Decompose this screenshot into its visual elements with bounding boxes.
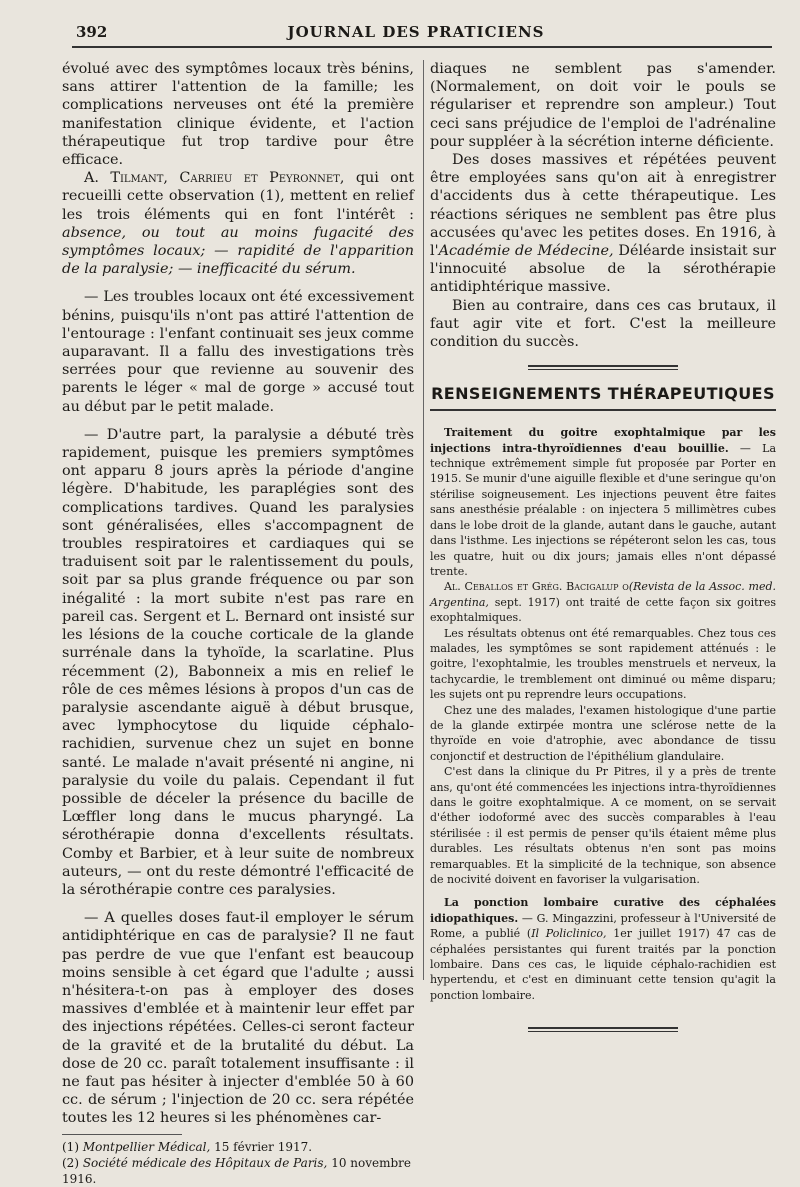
- footnote-2: (2) Société médicale des Hôpitaux de Paris, 10 novembre 1916.: [62, 1155, 412, 1186]
- footnote-1: (1) Montpellier Médical, 15 février 1917.: [62, 1139, 313, 1154]
- author-names: A. Tilmant, Carrieu et Peyronnet,: [84, 170, 345, 187]
- page-number: 392: [76, 23, 108, 41]
- paragraph-text: qui ont recueilli cette observation (1), mettent en relief les trois éléments qui en font l'intérêt :: [62, 170, 414, 223]
- article-goitre: Traitement du goitre exophtalmique par les injections intra-thyroïdiennes d'eau bouillie. — La technique extrêmement simple fut proposée par Porter en 1915. Se munir d'une aiguille flexible et d'une seringue qu'on stérilise soigneusement. Les injections peuvent être faites sans anesthésie préalable : on injectera 5 millimètres cubes dans le lobe droit de la glande, autant dans le gauche, autant dans l'isthme. Les injections se répéteront selon les cas, tous les quatre, huit ou dix jours; jamais elles n'ont dépassé trente.: [430, 426, 776, 578]
- paragraph-local-troubles: — Les troubles locaux ont été excessivement bénins, puisqu'ils n'ont pas attiré l'attention de l'entourage : l'enfant continuait ses jeux comme auparavant. Il a fallu des investigations très serrées pour que revienne au souvenir des parents le léger « mal de gorge » accusé tout au début par le petit malade.: [62, 289, 414, 415]
- article-goitre-histology: Chez une des malades, l'examen histologique d'une partie de la glande extirpée montra une sclérose nette de la thyroïde en voie d'atrophie, avec abondance de tissu conjonctif et destruction de l'épithélium glandulaire.: [430, 703, 776, 763]
- paragraph-massive-doses: Des doses massives et répétées peuvent être employées sans qu'on ait à enregistrer d'accidents dus à cette thérapeutique. Les réactions sériques ne semblent pas être plus accusées qu'avec les petites doses. En 1916, à l'Académie de Médecine, Déléarde insistait sur l'innocuité absolue de la sérothérapie antidiphtérique massive.: [430, 152, 777, 296]
- paragraph-continuation-right: diaques ne semblent pas s'amender. (Normalement, on doit voir le pouls se régulariser et reprendre son ampleur.) Tout ceci sans préjudice de l'emploi de l'adrénaline pour suppléer à la sécrétion interne déficiente.: [430, 61, 776, 150]
- article-goitre-authors: Al. Ceballos et Grég. Bacigalup o(Revista de la Assoc. med. Argentina, sept. 1917) ont traité de cette façon six goitres exophtalmiques.: [430, 580, 776, 625]
- paragraph-serum-dose: — A quelles doses faut-il employer le sérum antidiphtérique en cas de paralysie? Il ne faut pas perdre de vue que l'enfant est beaucoup moins sensible à cet égard que l'adulte ; aussi n'hésitera-t-on pas à employer des doses massives d'emblée et à maintenir leur effet par des injections répétées. Celles-ci seront facteur de la gravité et de la brutalité du début. La dose de 20 cc. paraît totalement insuffisante : il ne faut pas hésiter à injecter d'emblée 50 à 60 cc. de sérum ; l'injection de 20 cc. sera répétée toutes les 12 heures si les phénomènes car-: [62, 910, 414, 1127]
- paragraph-conclusion: Bien au contraire, dans ces cas brutaux, il faut agir vite et fort. C'est la meilleure condition du succès.: [430, 297, 776, 351]
- paragraph-paralysis: — D'autre part, la paralysie a débuté très rapidement, puisque les premiers symptômes ont apparu 8 jours après la période d'angine légère. D'habitude, les paraplégies sont des complications tardives. Quand les paralysies sont généralisées, elles s'accompagnent de troubles respiratoires et cardiaques qui se traduisent soit par le ralentissement du pouls, soit par sa plus grande fréquence ou par son inégalité : la mort subite n'est pas rare en pareil cas. Sergent et L. Bernard ont insisté sur les lésions de la couche corticale de la glande surrénale dans la tyhoïde, la scarlatine. Plus récemment (2), Babonneix a mis en relief le rôle de ces mêmes lésions à propos d'un cas de paralysie ascendante aiguë à début brusque, avec lymphocytose du liquide céphalo-rachidien, survenue chez un sujet en bonne santé. Le malade n'avait présenté ni angine, ni paralysie du voile du palais. Cependant il fut possible de déceler la présence du bacille de Lœffler long dans le mucus pharyngé. La sérothérapie donna d'excellents résultats. Comby et Barbier, et à leur suite de nombreux auteurs, — ont du reste démontré l'efficacité de la sérothérapie contre ces paralysies.: [62, 426, 414, 898]
- article-title: Traitement du goitre exophtalmique par les injections intra-thyroïdiennes d'eau bouillie.: [430, 426, 776, 455]
- paragraph-italic: absence, ou tout au moins fugacité des symptômes locaux; — rapidité de l'apparition de la paralysie; — inefficacité du sérum.: [62, 224, 414, 278]
- article-goitre-history: C'est dans la clinique du Pr Pitres, il y a près de trente ans, qu'ont été commencées les injections intra-thyroïdiennes dans le goitre exophtalmique. A ce moment, on se servait d'éther iodoformé avec des succès comparables à l'eau stérilisée : il est permis de penser qu'ils étaient même plus durables. Les résultats obtenus n'en sont pas moins remarquables. Et la simplicité de la technique, son absence de nocivité doivent en favoriser la vulgarisation.: [430, 765, 776, 887]
- right-column: [430, 60, 776, 1046]
- section-ornament: [528, 365, 678, 370]
- journal-title: JOURNAL DES PRATICIENS: [287, 23, 545, 41]
- section-title: RENSEIGNEMENTS THÉRAPEUTIQUES: [431, 384, 775, 404]
- article-title: La ponction lombaire curative des céphalées idiopathiques.: [430, 896, 776, 925]
- footnote-rule: [62, 1134, 182, 1135]
- end-ornament: [528, 1027, 678, 1032]
- section-title-rule: [430, 409, 776, 411]
- column-divider: [423, 60, 424, 980]
- paragraph-continuation: évolué avec des symptômes locaux très bénins, sans attirer l'attention de la famille; les complications nerveuses ont été la première manifestation clinique évidente, et l'action thérapeutique fut trop tardive pour être efficace.: [62, 61, 414, 169]
- paragraph-observation: [62, 169, 414, 278]
- header-rule: [72, 46, 772, 48]
- left-column: [62, 60, 414, 1187]
- running-header: [60, 20, 772, 46]
- article-lumbar-puncture: La ponction lombaire curative des céphalées idiopathiques. — G. Mingazzini, professeur à l'Université de Rome, a publié (Il Policlinico, 1er juillet 1917) 47 cas de céphalées persistantes qui furent traités par la ponction lombaire. Dans ces cas, le liquide céphalo-rachidien est hypertendu, et c'est en diminuant cette tension qu'agit la ponction lombaire.: [430, 896, 776, 1002]
- article-goitre-results: Les résultats obtenus ont été remarquables. Chez tous ces malades, les symptômes se sont rapidement atténués : le goitre, l'exophtalmie, les troubles menstruels et nerveux, la tachycardie, le tremblement ont diminué ou même disparu; les sujets ont pu reprendre leurs occupations.: [430, 626, 776, 702]
